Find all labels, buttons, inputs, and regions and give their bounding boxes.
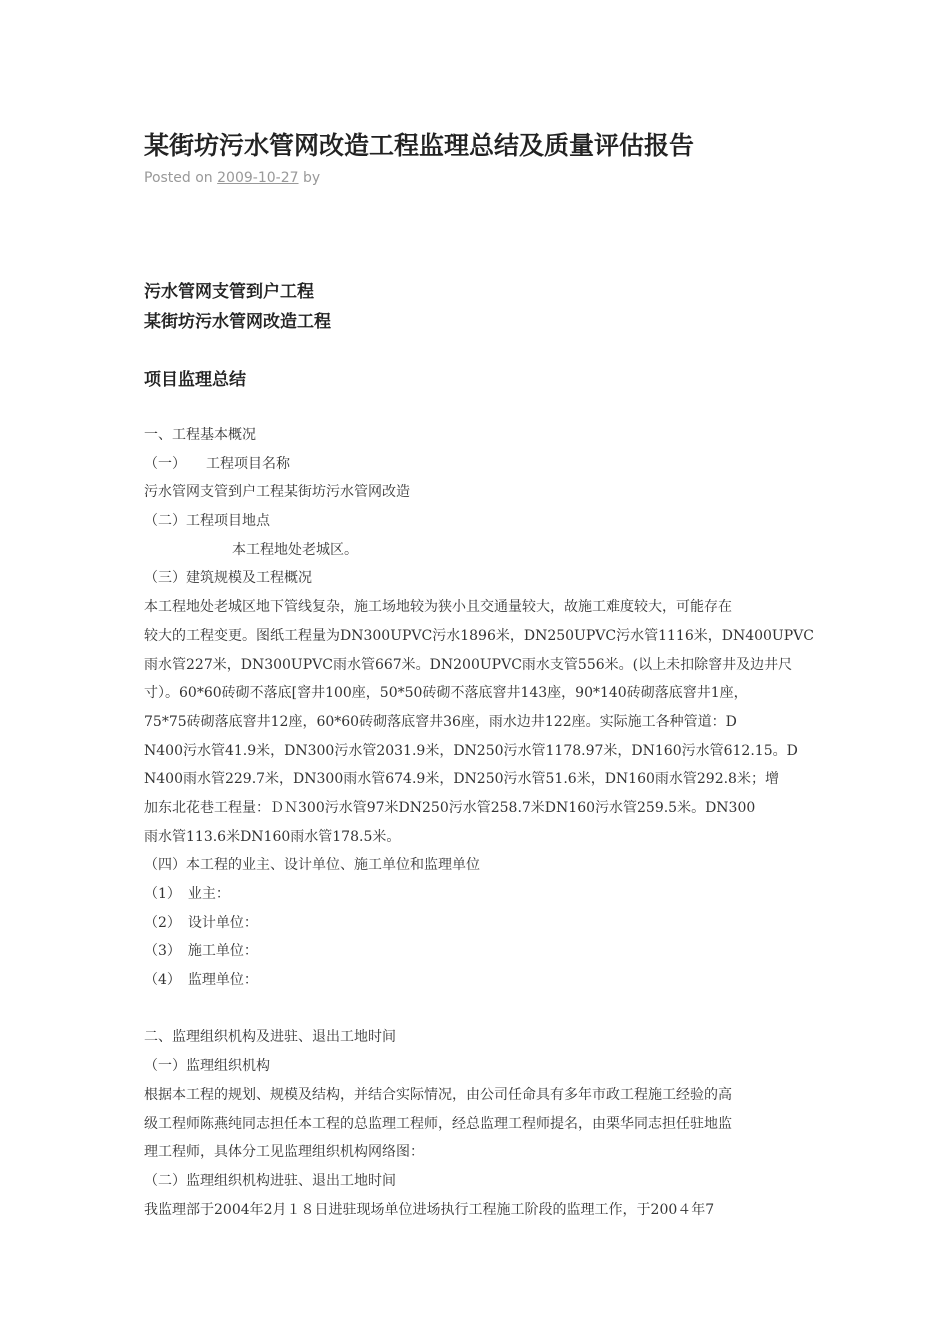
paragraph-line: N400污水管41.9米，DN300污水管2031.9米，DN250污水管1178.97米，DN160污水管612.15。D xyxy=(144,742,798,759)
post-meta xyxy=(144,170,320,186)
project-subtitle-1: 污水管网支管到户工程 xyxy=(144,282,314,302)
paragraph-line: 寸）。60*60砖砌不落底[窨井100座，50*50砖砌不落底窨井143座，90*140砖砌落底窨井1座， xyxy=(144,685,748,702)
section-1-2-value: 本工程地处老城区。 xyxy=(232,541,358,558)
report-body xyxy=(144,421,814,1224)
paragraph-line: 加东北花巷工程量：ＤＮ300污水管97米DN250污水管258.7米DN160污水管259.5米。DN300 xyxy=(144,799,756,816)
section-title: 项目监理总结 xyxy=(144,370,246,390)
section-1-3-heading: （三）建筑规模及工程概况 xyxy=(144,570,312,587)
section-2-1-heading: （一）监理组织机构 xyxy=(144,1058,270,1075)
page-title: 某街坊污水管网改造工程监理总结及质量评估报告 xyxy=(144,131,695,160)
paragraph-line: 75*75砖砌落底窨井12座，60*60砖砌落底窨井36座，雨水边井122座。实际施工各种管道：D xyxy=(144,713,737,730)
section-1-1-label: 工程项目名称 xyxy=(206,455,290,472)
paragraph-line: 理工程师，具体分工见监理组织机构网络图： xyxy=(144,1144,424,1161)
section-1-1-number: （一） xyxy=(144,455,186,472)
paragraph-line: 级工程师陈燕纯同志担任本工程的总监理工程师，经总监理工程师提名，由栗华同志担任驻地监 xyxy=(144,1115,732,1132)
paragraph-line: 雨水管227米，DN300UPVC雨水管667米。DN200UPVC雨水支管556米。(以上未扣除窨井及边井尺 xyxy=(144,656,793,673)
party-contractor: （3） 施工单位： xyxy=(144,943,258,960)
section-1-1-value: 污水管网支管到户工程某街坊污水管网改造 xyxy=(144,484,410,501)
section-1-2-heading: （二）工程项目地点 xyxy=(144,513,270,530)
section-2-2-heading: （二）监理组织机构进驻、退出工地时间 xyxy=(144,1172,396,1189)
paragraph-line: 我监理部于2004年2月１８日进驻现场单位进场执行工程施工阶段的监理工作，于200４年7 xyxy=(144,1201,715,1218)
party-designer: （2） 设计单位： xyxy=(144,914,258,931)
section-1-1-heading xyxy=(144,450,814,479)
party-supervisor: （4） 监理单位： xyxy=(144,972,258,989)
paragraph-line: 根据本工程的规划、规模及结构，并结合实际情况，由公司任命具有多年市政工程施工经验的高 xyxy=(144,1086,732,1103)
party-owner: （1） 业主： xyxy=(144,886,230,902)
section-2-title: 二、监理组织机构及进驻、退出工地时间 xyxy=(144,1029,396,1046)
section-1-title: 一、工程基本概况 xyxy=(144,427,256,443)
paragraph-line: N400雨水管229.7米，DN300雨水管674.9米，DN250污水管51.6米，DN160雨水管292.8米；增 xyxy=(144,771,779,788)
section-1-4-heading: （四）本工程的业主、设计单位、施工单位和监理单位 xyxy=(144,857,480,874)
paragraph-line: 本工程地处老城区地下管线复杂，施工场地较为狭小且交通量较大，故施工难度较大，可能存在 xyxy=(144,599,732,616)
project-subtitle-2: 某街坊污水管网改造工程 xyxy=(144,312,331,332)
paragraph-line: 雨水管113.6米DN160雨水管178.5米。 xyxy=(144,828,401,845)
spacer xyxy=(144,995,814,1024)
posted-prefix: Posted on xyxy=(144,170,213,186)
posted-date-link[interactable]: 2009-10-27 xyxy=(217,170,299,186)
paragraph-line: 较大的工程变更。图纸工程量为DN300UPVC污水1896米，DN250UPVC污水管1116米，DN400UPVC xyxy=(144,627,814,644)
posted-suffix: by xyxy=(302,170,321,186)
